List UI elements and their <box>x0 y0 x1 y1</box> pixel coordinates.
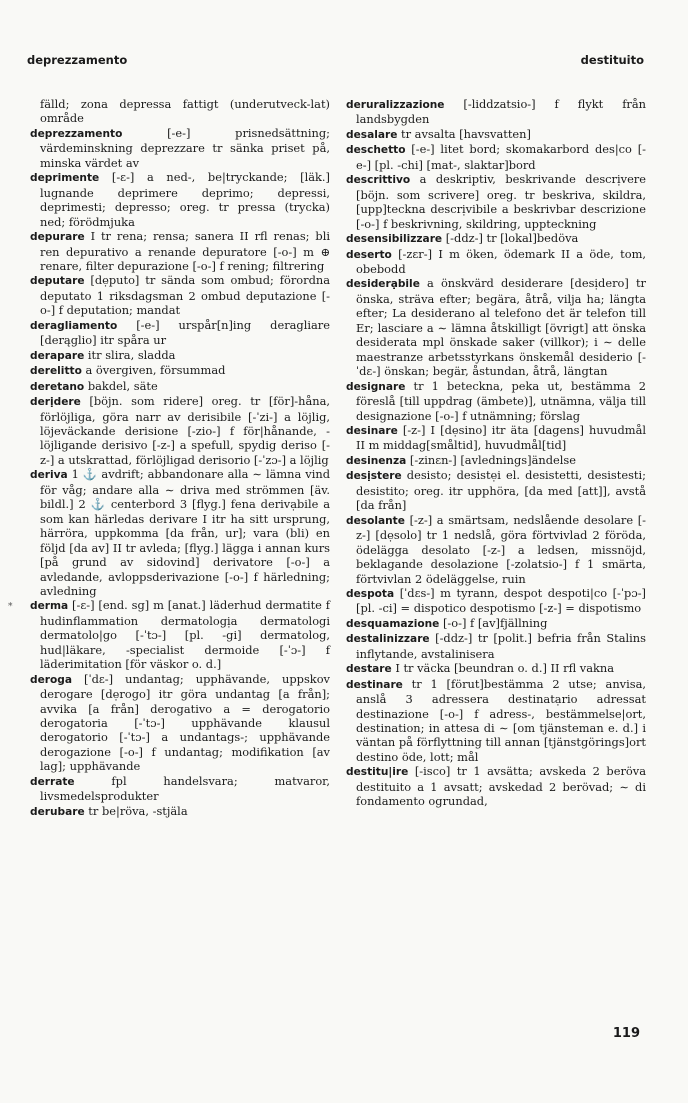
headword: derelitto <box>30 365 82 378</box>
margin-mark: * <box>8 602 13 612</box>
dictionary-entry <box>346 231 646 246</box>
dictionary-entry <box>346 586 646 616</box>
right-column <box>346 97 646 809</box>
dictionary-entry <box>30 379 330 394</box>
definition: a deskriptiv, beskrivande descrịvere [böjn. som scrivere] oreg. tr beskriva, skildra, [upp]teckna descrịvibile a beskrivbar descrizione [-o-] f beskrivning, skildring, uppteckning <box>356 172 646 231</box>
dictionary-entry <box>346 764 646 808</box>
definition: fpl handelsvara; matvaror, livsmedelsprodukter <box>40 773 330 804</box>
dictionary-entry <box>346 453 646 468</box>
headword: desquamazione <box>346 617 440 630</box>
dictionary-entry <box>346 247 646 277</box>
headword: desinenza <box>346 454 407 467</box>
headword: derịdere <box>30 396 81 409</box>
headword: deschetto <box>346 144 406 157</box>
definition: [-ddz-] tr [polit.] befria från Stalins inflytande, avstalinisera <box>356 631 646 661</box>
definition: [ˈdɛs-] m tyrann, despot despoti|co [-ˈpɔ-] [pl. -ci] = dispotico despotismo [-z-] = dispotismo <box>356 585 646 616</box>
dictionary-entry <box>30 273 330 317</box>
headword: derrate <box>30 775 75 788</box>
definition: [-o-] f [av]fjällning <box>439 615 548 630</box>
dictionary-entry <box>30 394 330 467</box>
dictionary-entry <box>346 631 646 661</box>
definition: [-e-] litet bord; skomakarbord des|co [-e-] [pl. -chi] [mat-, slaktar]bord <box>356 142 646 172</box>
headword: desinare <box>346 424 398 437</box>
definition: [-ɛ-] a ned-, be|tryckande; [läk.] lugnande deprimere deprimo; depressi, deprimesti; depresso; oreg. tr pressa (trycka) ned; förödmjuka <box>40 170 330 229</box>
definition: bakdel, säte <box>84 378 158 393</box>
dictionary-entry <box>30 229 330 273</box>
left-column <box>30 97 330 819</box>
definition: I tr väcka [beundran o. d.] II rfl vakna <box>391 661 615 676</box>
headword: deprimente <box>30 172 100 185</box>
dictionary-entry <box>346 379 646 423</box>
dictionary-entry <box>346 468 646 512</box>
definition: a övergiven, försummad <box>81 363 226 378</box>
headword: derapare <box>30 349 85 362</box>
definition: fälld; zona depressa fattigt (underutveck-lat) område <box>40 97 330 126</box>
page-number: 119 <box>612 1026 640 1041</box>
headword: deruralizzazione <box>346 99 445 111</box>
definition: 1 ⚓ avdrift; abbandonare alla ∼ lämna vind för våg; andare alla ∼ driva med strömmen [äv. bildl.] 2 ⚓ centerbord 3 [flyg.] fena derivạbile a som kan härledas derivare I itr ha sitt ursprung, härröra, uppkomma [da från, ur]; vara (bli) en följd [da av] II tr avleda; [flyg.] lägga i annan kurs [på grund av sidovind] derivatore [-o-] a avledande, avloppsderivazione [-o-] f härledning; avledning <box>40 467 330 598</box>
headword: destinare <box>346 678 403 691</box>
dictionary-entry <box>346 513 646 586</box>
running-header-left: deprezzamento <box>27 53 128 67</box>
headword: deputare <box>30 275 85 288</box>
headword: destalinizzare <box>346 633 430 646</box>
running-header-right: destituito <box>580 53 644 67</box>
definition: itr slira, sladda <box>84 347 176 362</box>
definition: [-isco] tr 1 avsätta; avskeda 2 beröva destituito a 1 avsatt; avskedad 2 berövad; ∼ di fondamento ogrundad, <box>356 764 646 809</box>
dictionary-entry <box>30 126 330 170</box>
definition: [-ddz-] tr [lokal]bedöva <box>442 231 579 246</box>
dictionary-entry <box>346 142 646 172</box>
headword: deroga <box>30 673 73 686</box>
dictionary-entry <box>30 467 330 598</box>
definition: [-e-] urspår[n]ing deragliare [derąglio] itr spåra ur <box>40 317 330 348</box>
dictionary-entry <box>30 598 330 671</box>
headword: derma <box>30 600 69 613</box>
dictionary-entry <box>30 672 330 774</box>
headword: designare <box>346 380 406 393</box>
headword: deserto <box>346 248 392 261</box>
dictionary-entry <box>346 127 646 142</box>
headword: destitu|ire <box>346 766 409 779</box>
headword: descrittivo <box>346 174 411 187</box>
dictionary-entry <box>30 97 330 126</box>
dictionary-entry <box>346 172 646 231</box>
definition: tr avsalta [havsvatten] <box>397 126 531 141</box>
definition: [-zɛr-] I m öken, ödemark II a öde, tom, obebodd <box>356 246 646 276</box>
dictionary-entry <box>30 318 330 348</box>
definition: tr 1 [förut]bestämma 2 utse; anvisa, anslå 3 adressera destinatạrio adressat destinazione [-o-] f adress-, bestämmelse|ort, destination; in attesa di ∼ [om tjänsteman e. d.] i väntan på förflyttning till annan [tjänstgörings]ort destino öde, lott; mål <box>356 676 646 764</box>
headword: deragliamento <box>30 319 118 332</box>
dictionary-entry <box>30 170 330 229</box>
dictionary-entry <box>346 423 646 453</box>
dictionary-entry <box>346 97 646 127</box>
headword: derubare <box>30 805 85 818</box>
headword: desolante <box>346 514 405 527</box>
dictionary-entry <box>30 804 330 819</box>
definition: tr 1 beteckna, peka ut, bestämma 2 föreslå [till uppdrag (ämbete)], utnämna, välja till designazione [-o-] f utnämning; förslag <box>356 378 646 423</box>
dictionary-entry <box>346 276 646 378</box>
headword: desiderạbile <box>346 278 420 291</box>
headword: deretano <box>30 380 85 393</box>
definition: tr be|röva, -stjäla <box>84 803 188 818</box>
definition: [-zinɛn-] [avlednings]ändelse <box>406 452 576 467</box>
headword: deriva <box>30 469 68 482</box>
headword: desalare <box>346 128 398 141</box>
headword: desịstere <box>346 470 402 483</box>
definition: desisto; desistẹi el. desistetti, desistesti; desistito; oreg. itr upphöra, [da med [att]], avstå [da från] <box>356 468 646 513</box>
definition: [-z-] a smärtsam, nedslående desolare [-z-] [dẹsolo] tr 1 nedslå, göra förtvivlad 2 föröda, ödelägga desolato [-z-] a ledsen, missnöjd, beklagande desolazione [-zolatsio-] f 1 smärta, förtvivlan 2 ödeläggelse, ruin <box>356 512 646 586</box>
headword: deprezzamento <box>30 127 123 140</box>
definition: [-e-] prisnedsättning; värdeminskning deprezzare tr sänka priset på, minska värdet av <box>40 125 330 170</box>
headword: destare <box>346 663 392 676</box>
dictionary-entry <box>30 774 330 804</box>
headword: desensibilizzare <box>346 233 443 246</box>
definition: [ˈdɛ-] undantag; upphävande, uppskov derogare [dẹrogo] itr göra undantag [a från]; avvika [a från] derogativo a = derogatorio derogatoria [-ˈtɔ-] upphävande klausul derogatorio [-ˈtɔ-] a undantags-; upphävande derogazione [-o-] f undantag; modifikation [av lag]; upphävande <box>40 671 330 774</box>
headword: depurare <box>30 231 85 244</box>
definition: [-z-] I [dẹsino] itr äta [dagens] huvudmål II m middag[småltid], huvudmål[tid] <box>356 422 646 453</box>
headword: despota <box>346 587 395 600</box>
definition: [-liddzatsio-] f flykt från landsbygden <box>356 97 646 127</box>
definition: [böjn. som ridere] oreg. tr [för]-håna, förlöjliga, göra narr av derisibile [-ˈzi-] a löjlig, löjeväckande derisione [-zio-] f för|hånande, -löjligande derisivo [-z-] a spefull, spydig deriso [-z-] a utskrattad, förlöjligad derisorio [-ˈzɔ-] a löjlig <box>40 394 330 467</box>
definition: I tr rena; rensa; sanera II rfl renas; bli ren depurativo a renande depuratore [-o-] m ⊕ renare, filter depurazione [-o-] f rening; filtrering <box>40 229 330 273</box>
definition: [dẹputo] tr sända som ombud; förordna deputato 1 riksdagsman 2 ombud deputazione [-o-] f deputation; mandat <box>40 273 330 318</box>
dictionary-entry <box>30 363 330 378</box>
definition: a önskvärd desiderare [desịdero] tr önska, sträva efter; begära, åtrå, vilja ha; längta efter; La desiderano al telefono det är telefon till Er; lasciare a ∼ lämna åtskilligt [övrigt] att önska desiderata mpl önskade saker (villkor); i ∼ delle maestranze arbetsstyrkans önskemål desiderio [-ˈdɛ-] önskan; begär, åstundan, åtrå, längtan <box>356 276 646 379</box>
dictionary-entry <box>346 661 646 676</box>
dictionary-entry <box>346 616 646 631</box>
dictionary-entry <box>30 348 330 363</box>
dictionary-entry <box>346 677 646 765</box>
definition: [-ɛ-] [end. sg] m [anat.] läderhud dermatite f hudinflammation dermatologịa dermatologi dermatolo|go [-ˈtɔ-] [pl. -gi] dermatolog, hud|läkare, -specialist dermoide [-ˈɔ-] f läderimitation [för väskor o. d.] <box>40 598 330 672</box>
